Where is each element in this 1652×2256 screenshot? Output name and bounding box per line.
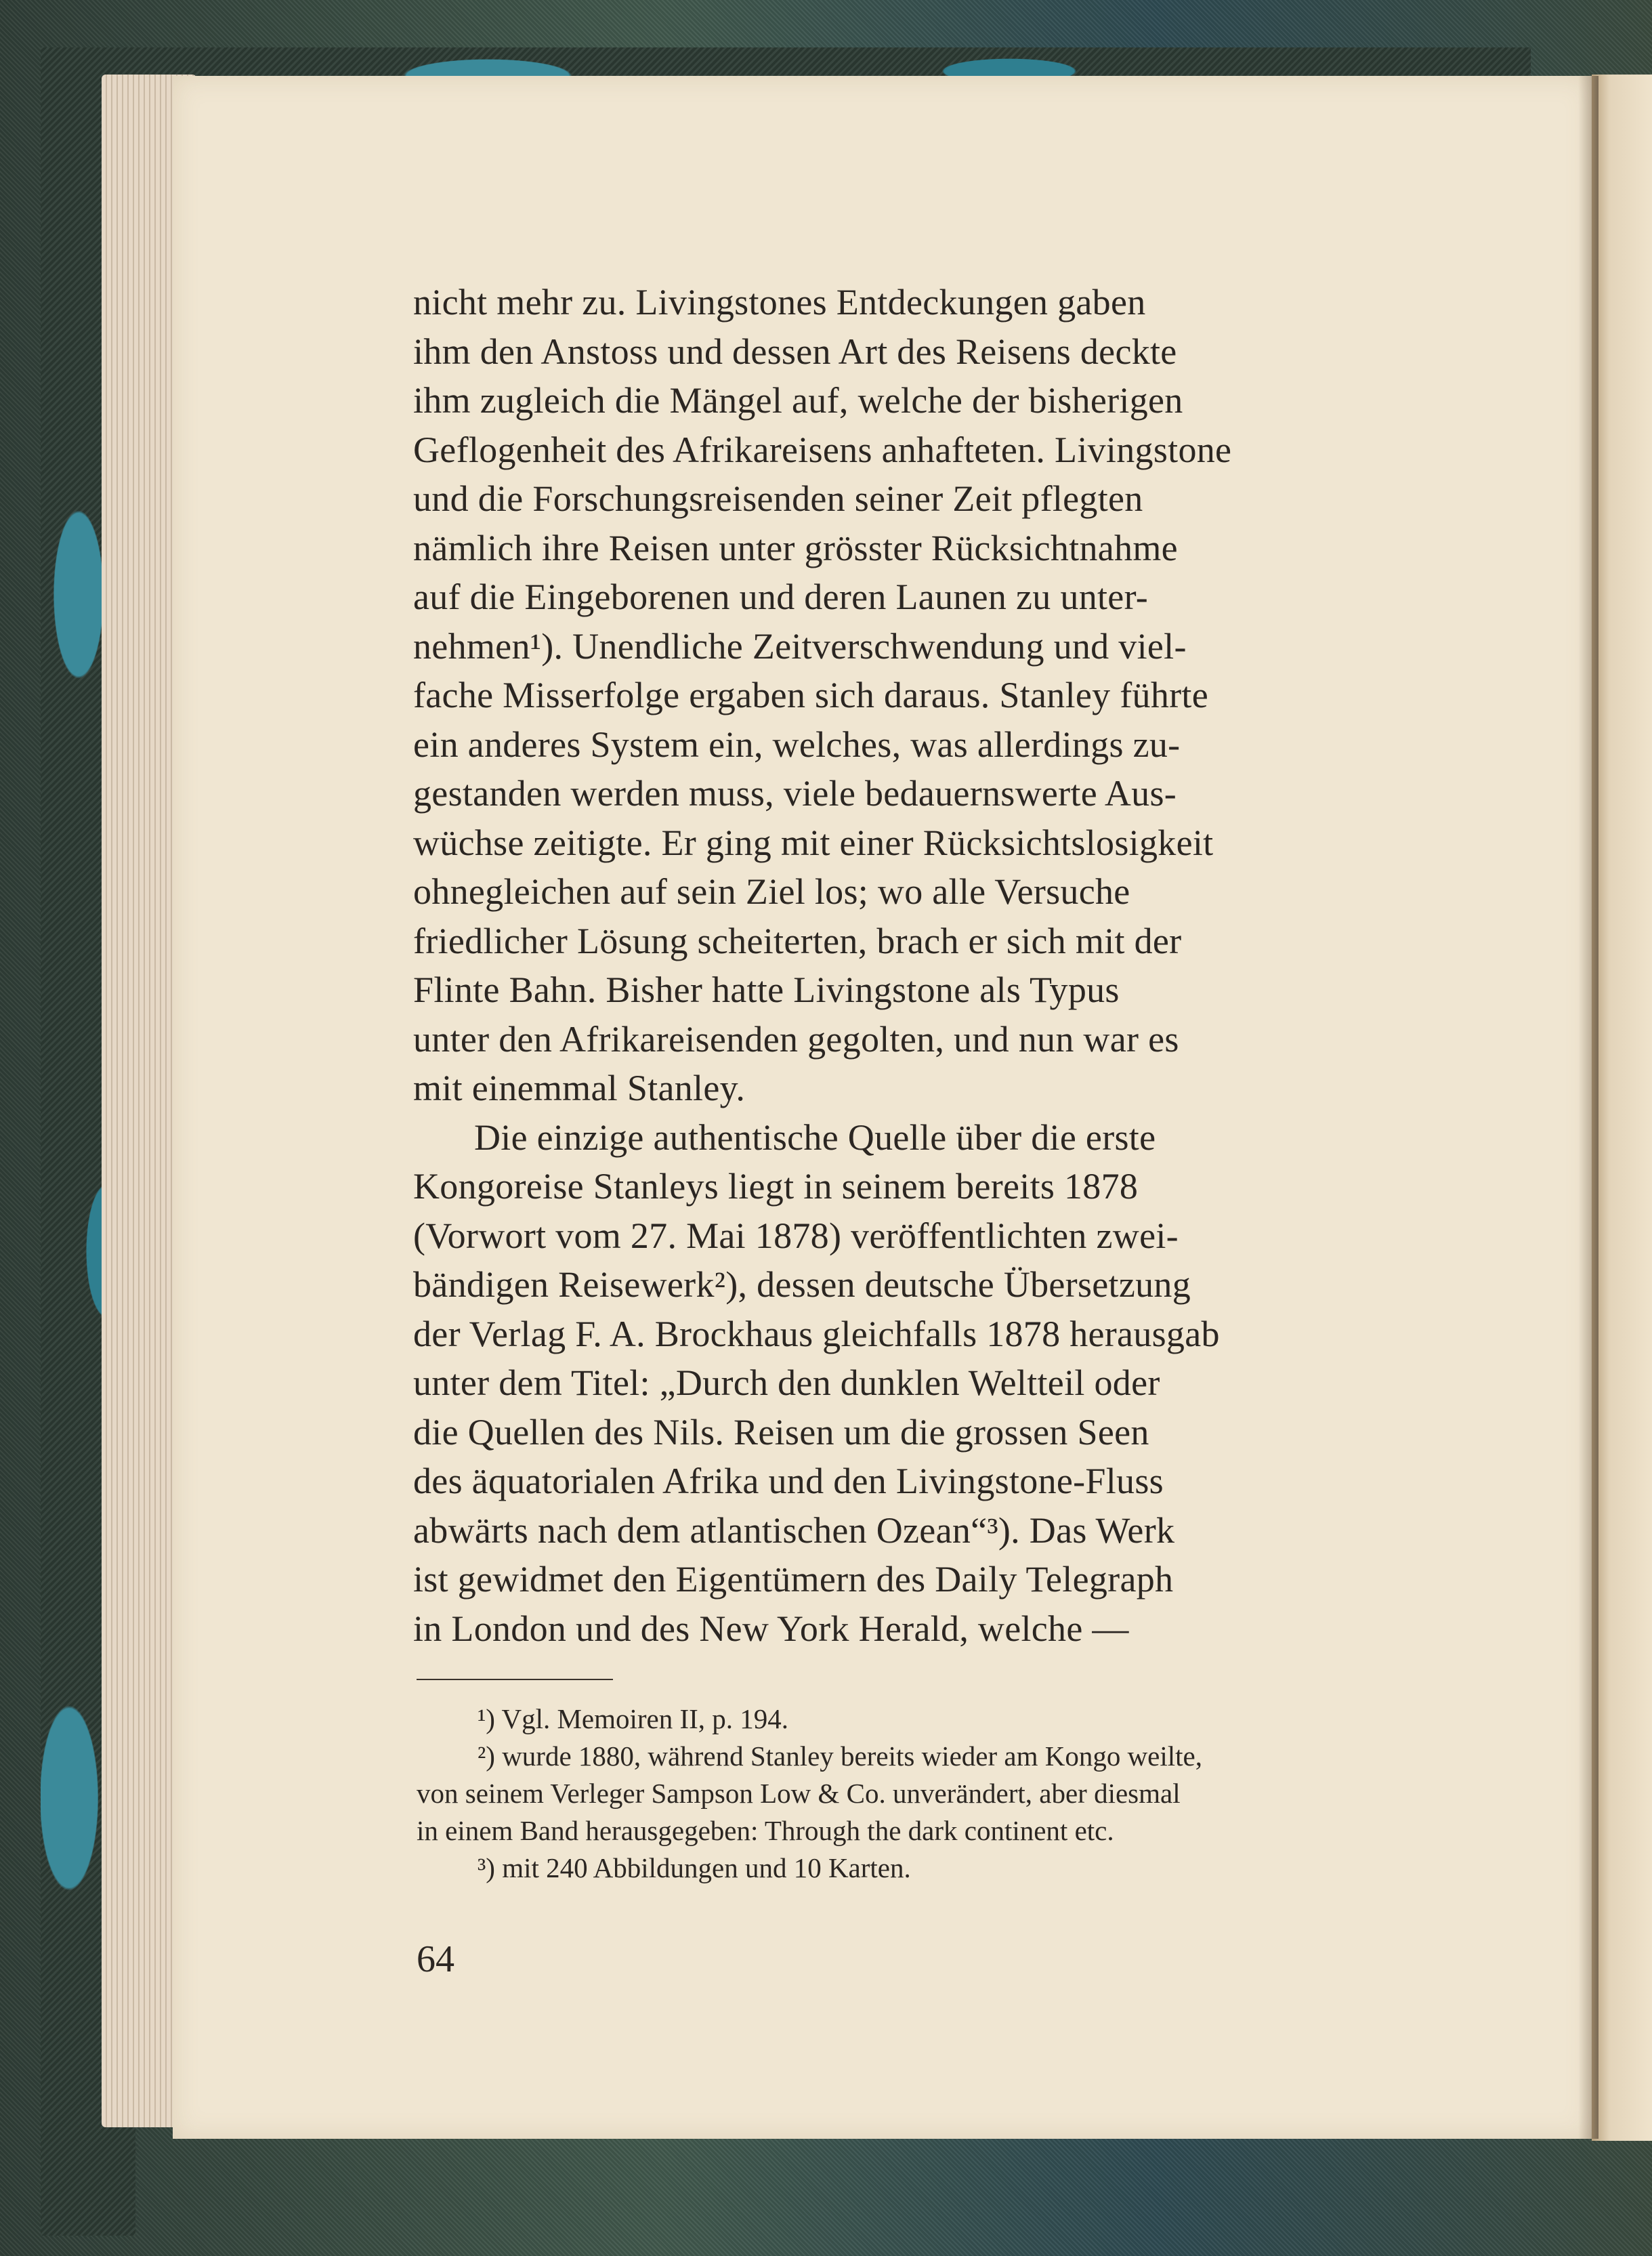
text-line: Flinte Bahn. Bisher hatte Livingstone als Typus [413, 969, 1120, 1010]
text-line: mit einemmal Stanley. [413, 1068, 746, 1108]
text-line: wüchse zeitigte. Er ging mit einer Rücksichtslosigkeit [413, 822, 1214, 863]
paragraph-2 [413, 1113, 1395, 1654]
text-line: des äquatorialen Afrika und den Livingstone-Fluss [413, 1461, 1164, 1501]
text-line: ist gewidmet den Eigentümern des Daily Telegraph [413, 1559, 1174, 1600]
footnote-2-continued: in einem Band herausgegeben: Through the dark continent etc. [417, 1815, 1114, 1846]
text-line: abwärts nach dem atlantischen Ozean“³). Das Werk [413, 1509, 1175, 1551]
text-line: gestanden werden muss, viele bedauernswerte Aus- [413, 773, 1177, 814]
text-line: ein anderes System ein, welches, was allerdings zu- [413, 724, 1181, 765]
text-line: nämlich ihre Reisen unter grösster Rücksichtnahme [413, 527, 1178, 568]
text-line: Die einzige authentische Quelle über die erste [474, 1116, 1156, 1158]
footnote-2-continued: von seinem Verleger Sampson Low & Co. unverändert, aber diesmal [417, 1778, 1181, 1809]
text-line: unter den Afrikareisenden gegolten, und nun war es [413, 1018, 1179, 1060]
text-line: nicht mehr zu. Livingstones Entdeckungen gaben [413, 282, 1146, 322]
text-line: unter dem Titel: „Durch den dunklen Weltteil oder [413, 1362, 1160, 1403]
footnote-2: ²) wurde 1880, während Stanley bereits wieder am Kongo weilte, [478, 1740, 1203, 1772]
text-line: ihm zugleich die Mängel auf, welche der bisherigen [413, 380, 1183, 421]
text-line: ihm den Anstoss und dessen Art des Reisens deckte [413, 331, 1177, 372]
text-line: der Verlag F. A. Brockhaus gleichfalls 1878 herausgab [413, 1313, 1220, 1354]
text-line: auf die Eingeborenen und deren Launen zu unter- [413, 577, 1149, 617]
footnotes [417, 1700, 1395, 1887]
gutter-shadow [1578, 76, 1598, 2139]
paragraph-1 [413, 278, 1395, 1113]
text-line: ohnegleichen auf sein Ziel los; wo alle Versuche [413, 871, 1130, 912]
body-text [413, 278, 1395, 1653]
text-line: Geflogenheit des Afrikareisens anhafteten. Livingstone [413, 429, 1232, 470]
text-line: (Vorwort vom 27. Mai 1878) veröffentlichten zwei- [413, 1215, 1179, 1256]
page-number: 64 [417, 1938, 454, 1980]
text-line: nehmen¹). Unendliche Zeitverschwendung und viel- [413, 625, 1187, 667]
facing-page-edge [1592, 75, 1652, 2141]
text-line: Kongoreise Stanleys liegt in seinem bereits 1878 [413, 1166, 1139, 1207]
footnote-3: ³) mit 240 Abbildungen und 10 Karten. [478, 1852, 911, 1883]
text-line: und die Forschungsreisenden seiner Zeit pflegten [413, 478, 1143, 519]
footnote-1: ¹) Vgl. Memoiren II, p. 194. [478, 1703, 789, 1734]
text-line: in London und des New York Herald, welche — [413, 1608, 1129, 1649]
text-line: bändigen Reisewerk²), dessen deutsche Übersetzung [413, 1264, 1191, 1305]
footnote-divider [417, 1679, 613, 1680]
text-line: die Quellen des Nils. Reisen um die grossen Seen [413, 1411, 1149, 1453]
text-line: fache Misserfolge ergaben sich daraus. Stanley führte [413, 675, 1208, 715]
text-line: friedlicher Lösung scheiterten, brach er sich mit der [413, 920, 1182, 961]
